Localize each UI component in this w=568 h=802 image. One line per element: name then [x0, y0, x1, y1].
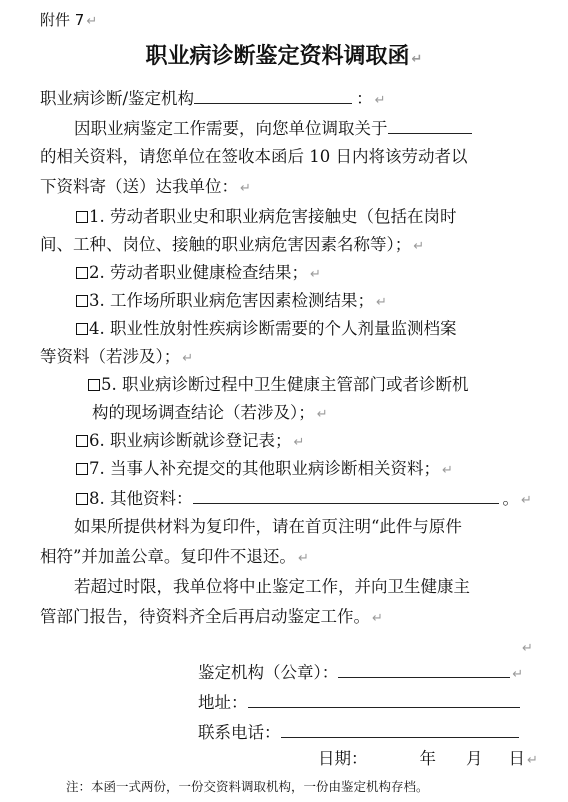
- intro-line-1: 因职业病鉴定工作需要，向您单位调取关于: [74, 116, 472, 140]
- footnote: 注：本函一式两份，一份交资料调取机构，一份由鉴定机构存档。: [66, 779, 429, 794]
- item-5-cont: 构的现场调查结论（若涉及）； ↵: [92, 403, 328, 422]
- recipient-line: 职业病诊断/鉴定机构 ： ↵: [40, 86, 385, 112]
- other-materials-blank[interactable]: [193, 486, 499, 504]
- phone-blank[interactable]: [281, 720, 519, 738]
- date-line: 日期： 年 月 日 ↵: [318, 749, 538, 768]
- intro-line-2: 的相关资料，请您单位在签收本函后 10 日内将该劳动者以: [40, 147, 468, 166]
- item-1: 1. 劳动者职业史和职业病危害接触史（包括在岗时: [76, 206, 457, 228]
- annex-label: 附件 7 ↵: [40, 11, 98, 29]
- copy-note-line-2: 相符”并加盖公章。复印件不退还。 ↵: [40, 547, 309, 566]
- address-blank[interactable]: [248, 690, 520, 708]
- timeout-note-line-2: 管部门报告，待资料齐全后再启动鉴定工作。 ↵: [40, 607, 383, 626]
- timeout-note-line-1: 若超过时限，我单位将中止鉴定工作，并向卫生健康主: [74, 577, 470, 596]
- address-line: 地址：: [198, 690, 520, 714]
- checkbox-7[interactable]: [76, 463, 88, 475]
- phone-line: 联系电话：: [198, 720, 519, 744]
- recipient-blank[interactable]: [194, 86, 352, 104]
- item-6: 6. 职业病诊断就诊登记表； ↵: [76, 430, 304, 454]
- document-title: 职业病诊断鉴定资料调取函 ↵: [145, 44, 423, 69]
- checkbox-5[interactable]: [88, 379, 100, 391]
- checkbox-8[interactable]: [76, 493, 88, 505]
- item-2: 2. 劳动者职业健康检查结果； ↵: [76, 262, 321, 286]
- subject-blank[interactable]: [388, 116, 472, 134]
- item-4-cont: 等资料（若涉及）； ↵: [40, 347, 194, 366]
- org-seal-blank[interactable]: [338, 660, 510, 678]
- item-3: 3. 工作场所职业病危害因素检测结果； ↵: [76, 290, 387, 314]
- empty-paragraph: ↵: [522, 641, 533, 656]
- copy-note-line-1: 如果所提供材料为复印件，请在首页注明“此件与原件: [74, 517, 462, 536]
- checkbox-6[interactable]: [76, 435, 88, 447]
- item-8: 8. 其他资料： 。 ↵: [76, 486, 532, 512]
- item-1-cont: 间、工种、岗位、接触的职业病危害因素名称等）； ↵: [40, 235, 425, 254]
- checkbox-1[interactable]: [76, 211, 88, 223]
- checkbox-3[interactable]: [76, 295, 88, 307]
- intro-line-3: 下资料寄（送）达我单位： ↵: [40, 177, 251, 196]
- checkbox-4[interactable]: [76, 323, 88, 335]
- org-seal-line: 鉴定机构（公章）： ↵: [198, 660, 523, 686]
- checkbox-2[interactable]: [76, 267, 88, 279]
- paragraph-mark: ↵: [411, 52, 423, 67]
- item-4: 4. 职业性放射性疾病诊断需要的个人剂量监测档案: [76, 318, 457, 340]
- paragraph-mark: ↵: [86, 14, 98, 29]
- item-5: 5. 职业病诊断过程中卫生健康主管部门或者诊断机: [88, 374, 469, 396]
- item-7: 7. 当事人补充提交的其他职业病诊断相关资料； ↵: [76, 458, 453, 482]
